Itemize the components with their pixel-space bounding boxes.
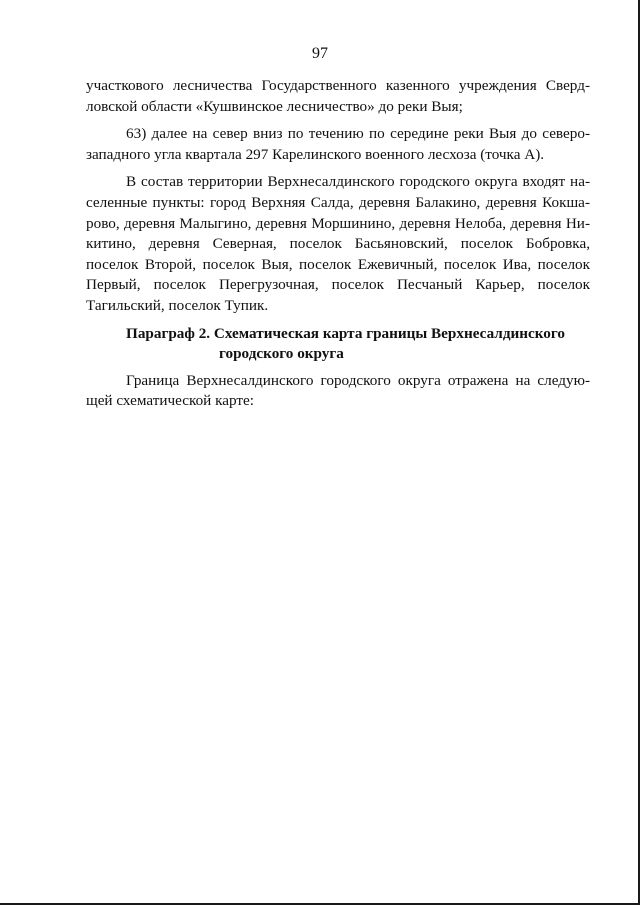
page-number: 97 — [312, 45, 328, 62]
paragraph-settlements: В состав территории Верхнесалдинского городского округа входят населенные пункты: город Верхняя Салда, деревня Балакино, деревня Кокшарово, деревня Малыгино, деревня Моршинино, деревня Нелоба, деревня Никитино, деревня Северная, поселок Басьяновский, поселок Бобровка, поселок Второй, поселок Выя, поселок Ежевичный, поселок Ива, поселок Первый, поселок Перегрузочная, поселок Песчаный Карьер, поселок Тагильский, поселок Тупик. — [86, 173, 590, 314]
paragraph-map-intro: Граница Верхнесалдинского городского округа отражена на следующей схематической карте: — [86, 371, 590, 410]
paragraph-forestry-boundary: участкового лесничества Государственного казенного учреждения Свердловской области «Кушвинское лесничество» до реки Выя; — [86, 77, 590, 115]
section-heading-line-1: Параграф 2. Схематическая карта границы Верхнесалдинского — [126, 324, 565, 342]
document-body — [86, 76, 590, 412]
section-heading-line-2: городского округа — [219, 345, 344, 363]
paragraph-point-a: 63) далее на север вниз по течению по середине реки Выя до северо-западного угла квартала 297 Карелинского военного лесхоза (точка А). — [86, 125, 590, 163]
section-heading — [86, 324, 590, 365]
